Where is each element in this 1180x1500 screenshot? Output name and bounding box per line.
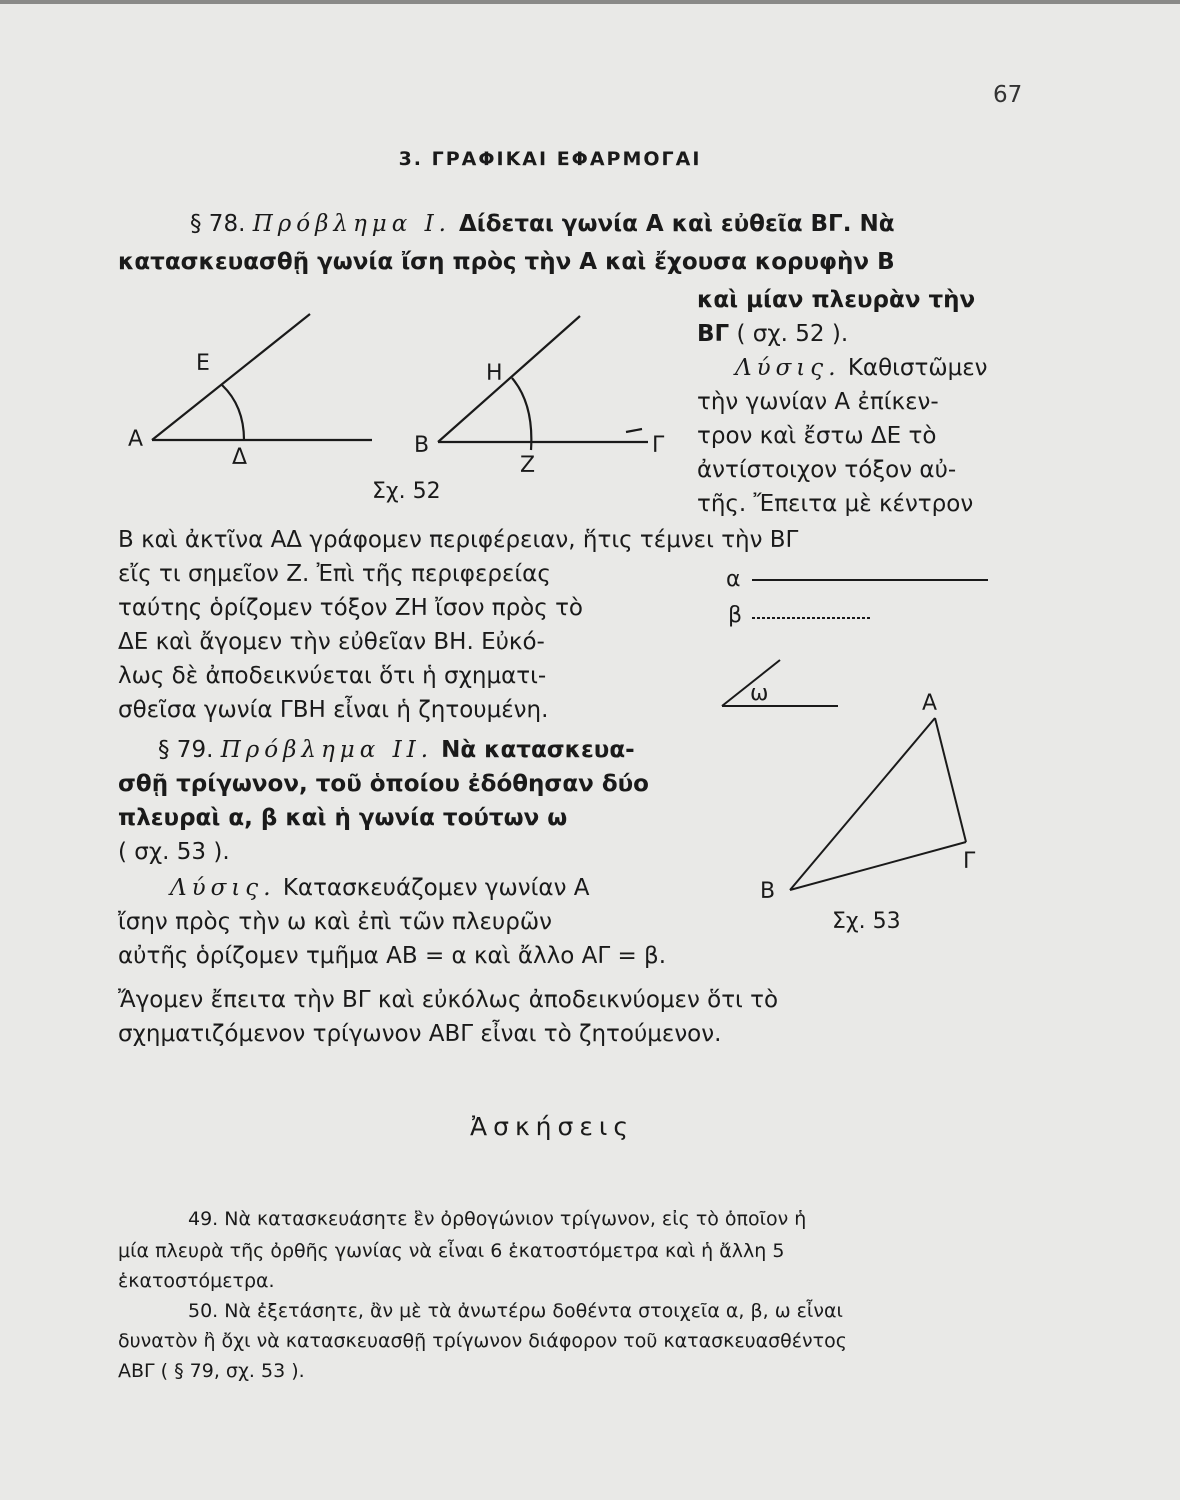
- figure-52-caption: Σχ. 52: [372, 479, 441, 504]
- label-E: Ε: [196, 351, 210, 376]
- text-run: Ἄγομεν ἔπειτα τὴν ΒΓ καὶ εὐκόλως ἀποδεικνύομεν ὅτι τὸ: [118, 987, 779, 1013]
- text-run: Νὰ κατασκευα-: [433, 737, 635, 763]
- text-run: Δίδεται γωνία Α καὶ εὐθεῖα ΒΓ. Νὰ: [450, 211, 895, 237]
- label-alpha: α: [726, 567, 741, 592]
- text-run: λως δὲ ἀποδεικνύεται ὅτι ἡ σχηματι-: [118, 663, 547, 689]
- page-number: 67: [993, 82, 1023, 108]
- text-run: ταύτης ὁρίζομεν τόξον ΖΗ ἴσον πρὸς τὸ: [118, 595, 583, 621]
- exercise-line: 49. Νὰ κατασκευάσητε ἓν ὀρθογώνιον τρίγωνον, εἰς τὸ ὁποῖον ἡ: [188, 1208, 807, 1230]
- figure-53: [722, 580, 988, 890]
- ray-AE: [152, 314, 310, 440]
- label-omega: ω: [750, 681, 769, 706]
- ray-BH: [438, 316, 580, 442]
- text-run: τρον καὶ ἔστω ΔΕ τὸ: [697, 423, 937, 449]
- label-B: Β: [414, 433, 430, 458]
- text-run: κατασκευασθῇ γωνία ἴση πρὸς τὴν Α καὶ ἔχουσα κορυφὴν Β: [118, 249, 895, 275]
- figure-53-labels: [726, 567, 976, 934]
- label-G: Γ: [652, 433, 665, 458]
- chapter-title: 3. ΓΡΑΦΙΚΑΙ ΕΦΑΡΜΟΓΑΙ: [398, 148, 702, 170]
- figure-52: [152, 314, 648, 450]
- label-Z: Ζ: [520, 453, 536, 478]
- text-run: σχηματιζόμενον τρίγωνον ΑΒΓ εἶναι τὸ ζητούμενον.: [118, 1021, 722, 1047]
- triangle-BG: [790, 842, 966, 890]
- text-run: ΔΕ καὶ ἄγομεν τὴν εὐθεῖαν ΒΗ. Εὐκό-: [118, 629, 545, 655]
- text-run: ἀντίστοιχον τόξον αὐ-: [697, 457, 957, 483]
- text-run: καὶ μίαν πλευρὰν τὴν: [697, 287, 976, 313]
- text-run: Καθιστῶμεν: [840, 355, 988, 381]
- arc-DE: [222, 385, 244, 440]
- exercise-line: 50. Νὰ ἐξετάσητε, ἂν μὲ τὰ ἀνωτέρω δοθέντα στοιχεῖα α, β, ω εἶναι: [188, 1300, 843, 1322]
- text-run: εἴς τι σημεῖον Ζ. Ἐπὶ τῆς περιφερείας: [118, 561, 551, 587]
- label-D: Δ: [232, 445, 248, 470]
- figure-52-labels: [128, 351, 665, 504]
- text-run: ἴσην πρὸς τὴν ω καὶ ἐπὶ τῶν πλευρῶν: [118, 909, 552, 935]
- label-A: Α: [922, 691, 938, 716]
- text-run: σθῇ τρίγωνον, τοῦ ὁποίου ἐδόθησαν δύο: [118, 771, 649, 797]
- label-A: Α: [128, 427, 144, 452]
- text-run: σθεῖσα γωνία ΓΒΗ εἶναι ἡ ζητουμένη.: [118, 697, 549, 723]
- text-run: Β καὶ ἀκτῖνα ΑΔ γράφομεν περιφέρειαν, ἥτις τέμνει τὴν ΒΓ: [118, 527, 799, 553]
- text-run: τῆς. Ἔπειτα μὲ κέντρον: [697, 491, 974, 517]
- exercise-line: δυνατὸν ἢ ὄχι νὰ κατασκευασθῇ τρίγωνον διάφορον τοῦ κατασκευασθέντος: [118, 1330, 847, 1352]
- figure-53-caption: Σχ. 53: [832, 909, 901, 934]
- exercises-heading: Ἀσκήσεις: [470, 1112, 635, 1141]
- triangle-AB: [790, 718, 935, 890]
- exercise-line: μία πλευρὰ τῆς ὀρθῆς γωνίας νὰ εἶναι 6 ἑκατοστόμετρα καὶ ἡ ἄλλη 5: [118, 1240, 785, 1262]
- text-run: Πρόβλημα Ι.: [252, 211, 451, 237]
- tick-G: [626, 429, 642, 432]
- triangle-AG: [935, 718, 966, 842]
- text-run: ( σχ. 52 ).: [729, 321, 849, 347]
- arc-ZH: [512, 378, 531, 450]
- exercise-line: ἑκατοστόμετρα.: [118, 1270, 275, 1292]
- text-run: τὴν γωνίαν Α ἐπίκεν-: [697, 389, 939, 415]
- text-run: Κατασκευάζομεν γωνίαν Α: [275, 875, 590, 901]
- exercise-line: ΑΒΓ ( § 79, σχ. 53 ).: [118, 1360, 305, 1382]
- text-run: ( σχ. 53 ).: [118, 839, 230, 865]
- text-run: Πρόβλημα ΙΙ.: [220, 737, 434, 763]
- label-H: Η: [486, 361, 503, 386]
- text-run: § 79.: [158, 737, 221, 763]
- label-beta: β: [728, 603, 743, 628]
- text-run: § 78.: [190, 211, 253, 237]
- text-run: αὐτῆς ὁρίζομεν τμῆμα ΑΒ = α καὶ ἄλλο ΑΓ = β.: [118, 943, 667, 969]
- text-run: πλευραὶ α, β καὶ ἡ γωνία τούτων ω: [118, 805, 568, 831]
- text-run: ΒΓ: [697, 321, 730, 347]
- label-G: Γ: [963, 849, 976, 874]
- text-run: Λύσις.: [170, 875, 276, 901]
- label-B: Β: [760, 879, 776, 904]
- text-run: Λύσις.: [735, 355, 841, 381]
